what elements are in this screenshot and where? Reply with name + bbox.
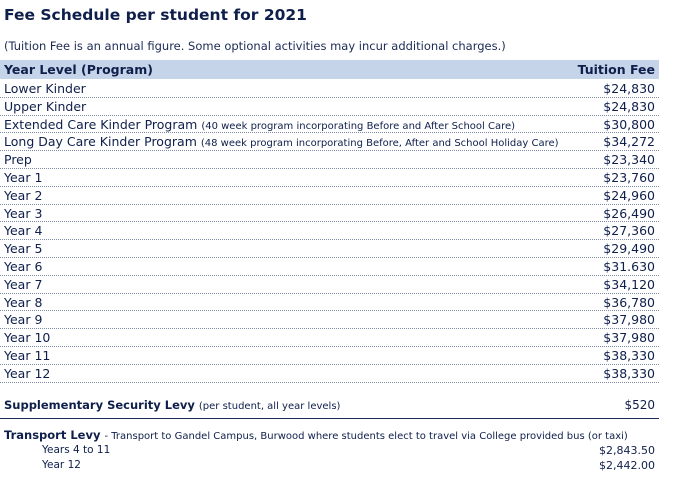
year-level-label: Year 6 — [4, 258, 43, 274]
year-level-label: Year 10 — [4, 330, 51, 346]
year-level-label: Year 11 — [4, 347, 51, 363]
table-row — [0, 222, 659, 240]
transport-row-fee: $2,843.50 — [599, 444, 655, 457]
table-row — [0, 329, 659, 347]
tuition-fee-value: $26,490 — [603, 205, 655, 221]
year-level-label: Year 3 — [4, 205, 43, 221]
year-level-label: Long Day Care Kinder Program (48 week program incorporating Before, After and School Holiday Care) — [4, 134, 559, 150]
table-row — [0, 205, 659, 223]
table-row — [0, 151, 659, 169]
tuition-fee-value: $29,490 — [603, 241, 655, 257]
transport-row — [0, 444, 659, 459]
table-header — [0, 60, 659, 79]
table-row — [0, 240, 659, 258]
year-level-label: Year 2 — [4, 187, 43, 203]
transport-row-fee: $2,442.00 — [599, 459, 655, 472]
tuition-fee-value: $36,780 — [603, 294, 655, 310]
year-level-label: Year 8 — [4, 294, 43, 310]
tuition-fee-value: $24,830 — [603, 98, 655, 114]
tuition-fee-value: $37,980 — [603, 330, 655, 346]
section-divider — [0, 418, 659, 419]
tuition-fee-value: $38,330 — [603, 365, 655, 381]
tuition-fee-value: $34,120 — [603, 276, 655, 292]
fee-note: (Tuition Fee is an annual figure. Some optional activities may incur additional charges.) — [4, 39, 506, 53]
transport-row-label: Years 4 to 11 — [42, 444, 111, 456]
table-row — [0, 98, 659, 116]
tuition-fee-value: $23,760 — [603, 169, 655, 185]
year-level-label: Prep — [4, 152, 32, 168]
tuition-fee-value: $30,800 — [603, 116, 655, 132]
table-row — [0, 276, 659, 294]
table-row — [0, 133, 659, 151]
tuition-fee-value: $31.630 — [603, 258, 655, 274]
table-row — [0, 116, 659, 134]
year-level-label: Year 1 — [4, 169, 43, 185]
table-row — [0, 187, 659, 205]
year-level-label: Extended Care Kinder Program (40 week program incorporating Before and After School Care) — [4, 116, 516, 132]
transport-levy-heading: Transport Levy - Transport to Gandel Campus, Burwood where students elect to travel via College provided bus (or taxi) — [4, 428, 628, 442]
tuition-fee-value: $24,830 — [603, 81, 655, 96]
tuition-fee-value: $34,272 — [603, 134, 655, 150]
header-tuition-fee: Tuition Fee — [577, 62, 655, 77]
fee-table — [0, 80, 659, 383]
table-row — [0, 80, 659, 98]
year-level-label: Year 7 — [4, 276, 43, 292]
supplementary-levy-fee: $520 — [624, 398, 655, 412]
year-level-label: Year 12 — [4, 365, 51, 381]
transport-row — [0, 459, 659, 474]
tuition-fee-value: $38,330 — [603, 347, 655, 363]
year-level-label: Lower Kinder — [4, 81, 86, 96]
page-title: Fee Schedule per student for 2021 — [4, 6, 307, 24]
year-level-label: Year 9 — [4, 312, 43, 328]
year-level-label: Year 4 — [4, 223, 43, 239]
header-year-level: Year Level (Program) — [4, 62, 153, 77]
tuition-fee-value: $27,360 — [603, 223, 655, 239]
table-row — [0, 169, 659, 187]
year-level-label: Upper Kinder — [4, 98, 87, 114]
supplementary-levy-label: Supplementary Security Levy (per student, all year levels) — [4, 398, 341, 412]
table-row — [0, 311, 659, 329]
table-row — [0, 347, 659, 365]
year-level-label: Year 5 — [4, 241, 43, 257]
supplementary-levy-row — [0, 396, 659, 416]
tuition-fee-value: $37,980 — [603, 312, 655, 328]
tuition-fee-value: $23,340 — [603, 152, 655, 168]
table-row — [0, 258, 659, 276]
transport-row-label: Year 12 — [42, 459, 81, 471]
table-row — [0, 365, 659, 383]
tuition-fee-value: $24,960 — [603, 187, 655, 203]
table-row — [0, 294, 659, 312]
